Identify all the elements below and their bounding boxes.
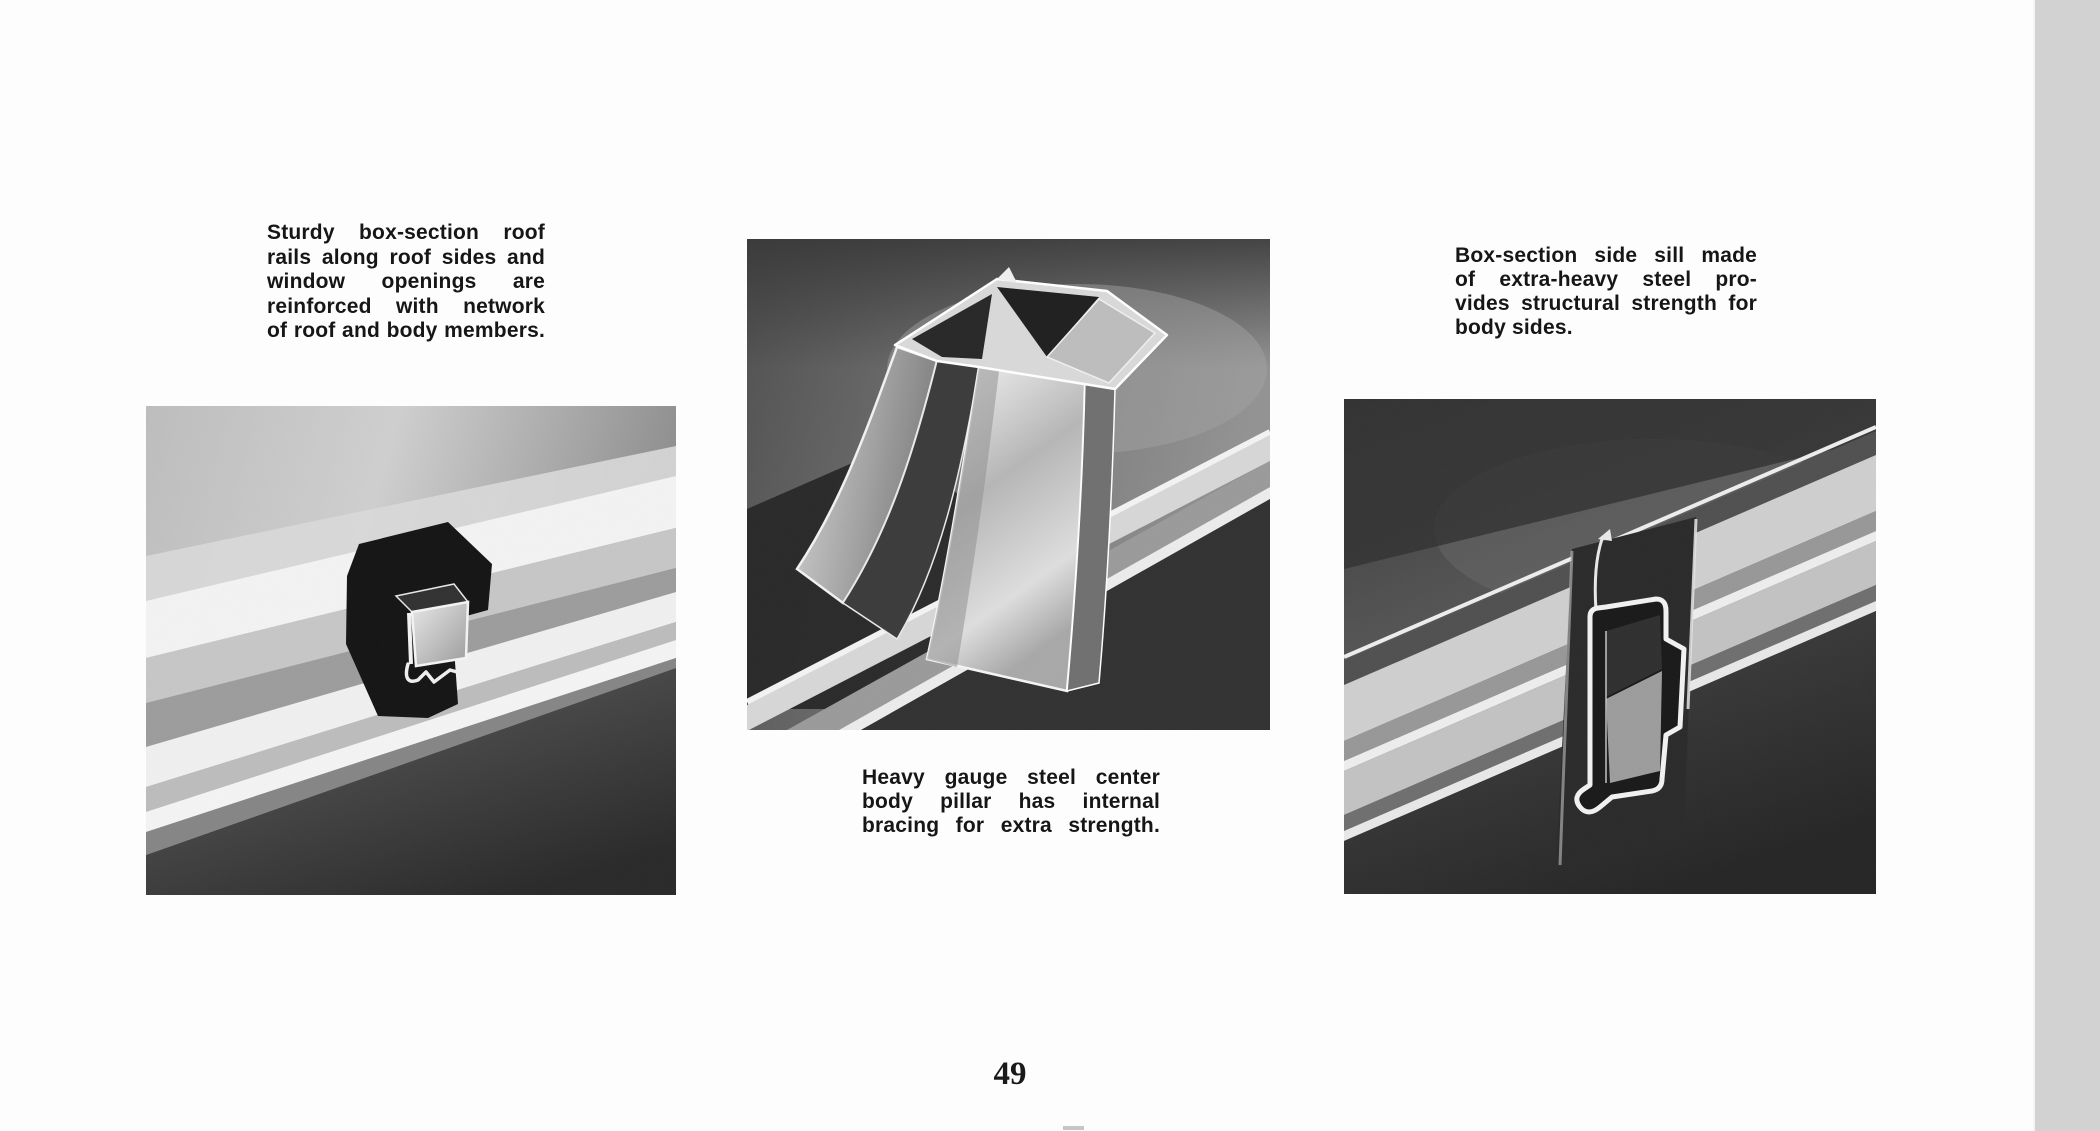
caption-line: of roof and body members. (267, 319, 545, 342)
caption-roof-rail (267, 221, 545, 344)
caption-line: vides structural strength for (1455, 292, 1757, 315)
caption-side-sill (1455, 244, 1757, 340)
page-edge-strip (2033, 0, 2100, 1131)
caption-line: body pillar has internal (862, 790, 1160, 813)
page-number: 49 (993, 1056, 1027, 1092)
roof-rail-illustration (146, 406, 676, 895)
caption-line: rails along roof sides and (267, 245, 545, 269)
caption-center-pillar (862, 766, 1160, 838)
caption-line: Box-section side sill made (1455, 244, 1757, 267)
center-pillar-illustration (747, 239, 1270, 730)
caption-line: window openings are (267, 270, 545, 293)
caption-line: Heavy gauge steel center (862, 766, 1160, 789)
side-sill-illustration (1344, 399, 1876, 894)
caption-line: bracing for extra strength. (862, 814, 1160, 837)
caption-line: of extra-heavy steel pro- (1455, 268, 1757, 291)
scan-mark (1063, 1126, 1084, 1130)
caption-line: Sturdy box-section roof (267, 221, 545, 244)
caption-line: reinforced with network (267, 294, 545, 318)
caption-line: body sides. (1455, 316, 1573, 339)
